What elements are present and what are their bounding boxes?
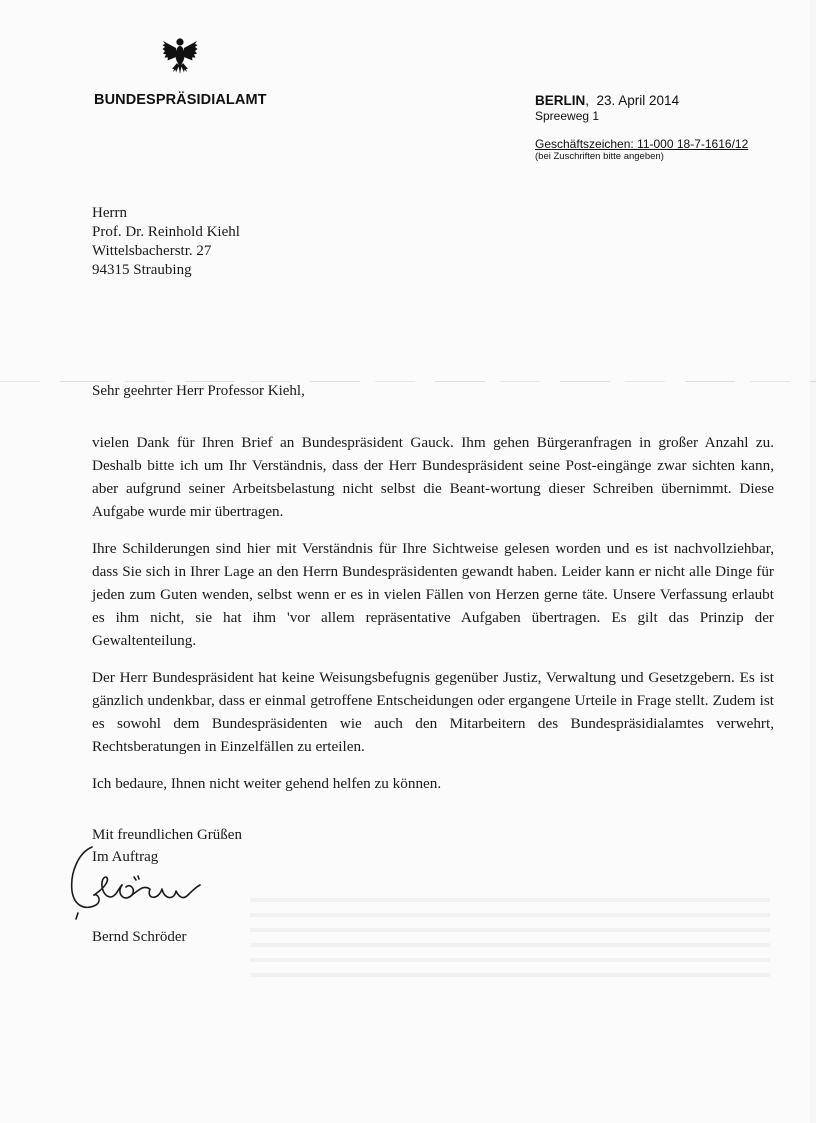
- show-through-text: [250, 898, 770, 983]
- paragraph: Ich bedaure, Ihnen nicht weiter gehend helfen zu können.: [92, 775, 442, 792]
- recipient-address: [92, 204, 240, 280]
- reference-number: Geschäftszeichen: 11-000 18-7-1616/12: [535, 137, 749, 151]
- date: 23. April 2014: [596, 93, 680, 108]
- paragraph: Der Herr Bundespräsident hat keine Weisungsbefugnis gegenüber Justiz, Verwaltung und Gesetzgebern. Es ist gänzlich undenkbar, dass er einmal getroffene Entscheidungen oder ergangene Urteile in Frage stellt. Zudem ist es sowohl dem Bundespräsidenten wie auch den Mitarbeitern des Bundespräsidialamtes verwehrt, Rechtsberatungen in Einzelfällen zu erteilen.: [92, 669, 774, 755]
- address-line: 94315 Straubing: [92, 262, 192, 278]
- on-behalf-line: Im Auftrag: [92, 849, 159, 865]
- page-edge: [810, 0, 816, 1123]
- address-line: Prof. Dr. Reinhold Kiehl: [92, 224, 240, 240]
- comma: ,: [585, 93, 597, 108]
- street-address: Spreeweg 1: [535, 109, 600, 123]
- organization-name: BUNDESPRÄSIDIALAMT: [94, 92, 267, 108]
- place-and-date: [535, 93, 748, 109]
- paragraph: Ihre Schilderungen sind hier mit Verständnis für Ihre Sichtweise gelesen worden und es ist nachvollziehbar, dass Sie sich in Ihrer Lage an den Herrn Bundespräsidenten gewandt haben. Leider kann er nicht alle Dinge für jeden zum Guten wenden, selbst wenn er es in vielen Fällen von Herzen gerne täte. Unsere Verfassung erlaubt es ihm nicht, sie hat ihm 'vor allem repräsentative Aufgaben übertragen. Es gilt das Prinzip der Gewaltenteilung.: [92, 540, 774, 649]
- closing-greeting: Mit freundlichen Grüßen: [92, 827, 242, 843]
- city: BERLIN: [535, 93, 586, 108]
- paper-fold-line: [0, 381, 816, 382]
- sender-info: [535, 93, 748, 163]
- reference-note: (bei Zuschriften bitte angeben): [535, 151, 664, 162]
- federal-eagle-icon: [162, 36, 198, 76]
- address-line: Wittelsbacherstr. 27: [92, 243, 212, 259]
- letter-body: [92, 431, 774, 809]
- salutation: Sehr geehrter Herr Professor Kiehl,: [92, 383, 305, 399]
- paragraph: vielen Dank für Ihren Brief an Bundespräsident Gauck. Ihm gehen Bürgeranfragen in großer Anzahl zu. Deshalb bitte ich um Ihr Verständnis, dass der Herr Bundespräsident seine Post-eingänge zwar sichten kann, aber aufgrund seiner Arbeitsbelastung nicht selbst die Beant-wortung dieser Schreiben übernimmt. Diese Aufgabe wurde mir übertragen.: [92, 434, 774, 520]
- address-line: Herrn: [92, 205, 127, 221]
- signer-name: Bernd Schröder: [92, 929, 187, 945]
- signature-icon: [66, 843, 226, 921]
